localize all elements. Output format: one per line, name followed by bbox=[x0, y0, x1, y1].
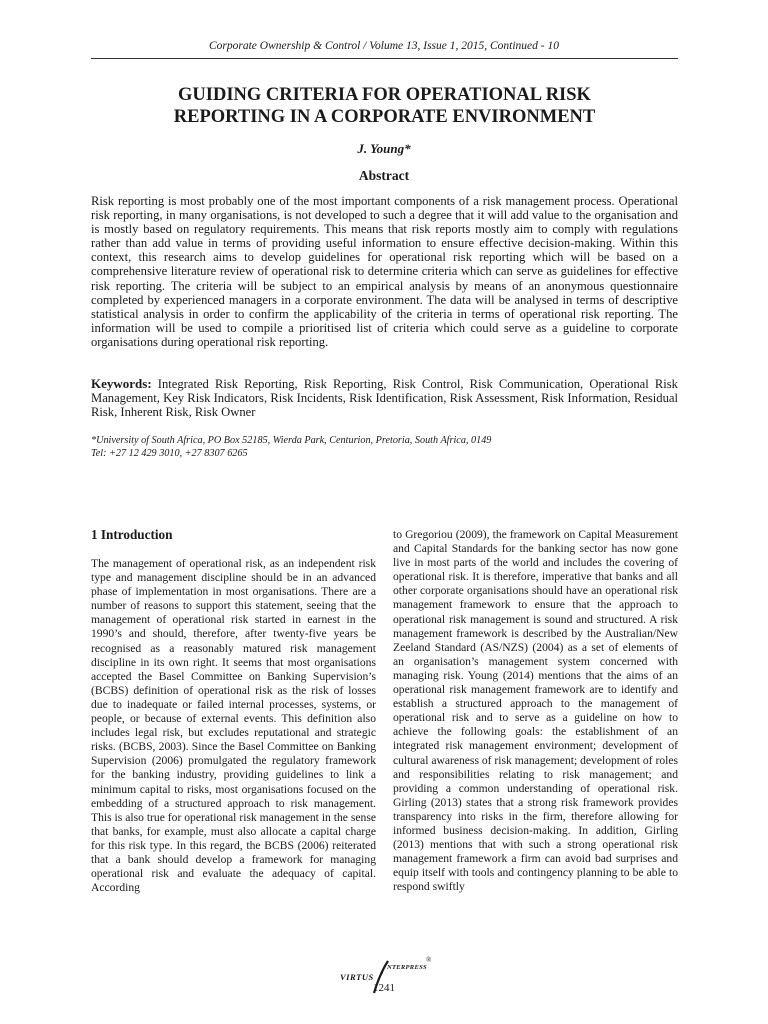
abstract-text: Risk reporting is most probably one of the most important components of a risk management process. Operational risk reporting, in many organisations, is not developed to such a degree that it will add value to the organisation and is mostly based on regulatory requirements. This means that risk reports mostly aim to comply with regulations rather than add value in terms of providing useful information to ensure effective decision-making. Within this context, this research aims to develop guidelines for operational risk reporting which will be based on a comprehensive literature review of operational risk to determine criteria which can serve as guidelines for effective risk reporting. The criteria will be subject to an empirical analysis by means of an anonymous questionnaire completed by experienced managers in a corporate environment. The data will be analysed in terms of descriptive statistical analysis in order to confirm the applicability of the criteria in terms of operational risk reporting. The information will be used to compile a prioritised list of criteria which could serve as a guideline to corporate organisations during operational risk reporting. bbox=[91, 194, 678, 349]
body-column-right bbox=[393, 528, 678, 894]
affiliation-address: *University of South Africa, PO Box 52185, Wierda Park, Centurion, Pretoria, South Africa, 0149 bbox=[91, 435, 492, 446]
running-header: Corporate Ownership & Control / Volume 13, Issue 1, 2015, Continued - 10 bbox=[208, 40, 559, 52]
article-title bbox=[90, 84, 679, 128]
affiliation-phone: Tel: +27 12 429 3010, +27 8307 6265 bbox=[91, 448, 248, 459]
keywords-list: Integrated Risk Reporting, Risk Reporting, Risk Control, Risk Communication, Operational Risk Management, Key Risk Indicators, Risk Incidents, Risk Identification, Risk Assessment, Risk Information, Residual Risk, Inherent Risk, Risk Owner bbox=[91, 377, 678, 420]
publisher-logo bbox=[330, 956, 440, 1000]
author-name: J. Young* bbox=[357, 141, 411, 156]
abstract-heading: Abstract bbox=[358, 168, 410, 183]
body-paragraph-right: to Gregoriou (2009), the framework on Capital Measurement and Capital Standards for the banking sector has now gone live in most parts of the world and includes the covering of operational risk. It is therefore, imperative that banks and all other corporate organisations should have an operational risk management framework to ensure that the approach to operational risk management is sound and structured. A risk management framework is described by the Australian/New Zeeland Standard (AS/NZS) (2004) as a set of elements of an organisation’s management system concerned with managing risk. Young (2014) mentions that the aims of an operational risk management framework are to identify and establish a structured approach to the management of operational risk and to serve as a guideline on how to achieve the following goals: the establishment of an integrated risk management environment; development of cultural awareness of risk management; development of roles and responsibilities relating to risk management; and providing a common understanding of operational risk. Girling (2013) states that a strong risk framework provides transparency into risks in the firm, therefore allowing for informed business decision-making. In addition, Girling (2013) mentions that with such a strong operational risk management framework a firm can avoid bad surprises and equip itself with tools and contingency planning to be able to respond swiftly bbox=[393, 528, 678, 894]
keywords-label: Keywords: bbox=[91, 376, 152, 391]
logo-text-interpress: NTERPRESS bbox=[387, 964, 427, 971]
header-divider bbox=[91, 58, 678, 59]
registered-mark: ® bbox=[426, 956, 432, 964]
keywords bbox=[91, 377, 678, 419]
article-title-line-2: REPORTING IN A CORPORATE ENVIRONMENT bbox=[173, 107, 596, 127]
page-number: 1241 bbox=[373, 982, 395, 994]
section-heading: 1 Introduction bbox=[91, 527, 173, 542]
article-title-line-1: GUIDING CRITERIA FOR OPERATIONAL RISK bbox=[178, 85, 591, 105]
author-affiliation bbox=[91, 434, 678, 460]
body-paragraph-left: The management of operational risk, as an independent risk type and management discipline should be in an advanced phase of implementation in most organisations. There are a number of reasons to support this statement, seeing that the management of operational risk started in earnest in the 1990’s and should, therefore, after twenty-five years be recognised as a reasonably matured risk management discipline in its own right. It seems that most organisations accepted the Basel Committee on Banking Supervision’s (BCBS) definition of operational risk as the risk of losses due to inadequate or failed internal processes, systems, or people, or because of external events. This definition also includes legal risk, but excludes reputational and strategic risks. (BCBS, 2003). Since the Basel Committee on Banking Supervision (2006) promulgated the regulatory framework for the banking industry, providing guidelines to link a minimum capital to risks, most organisations focused on the embedding of a structured approach to risk management. This is also true for operational risk management in the sense that banks, for example, must also allocate a capital charge for this risk type. In this regard, the BCBS (2006) reiterated that a bank should develop a framework for managing operational risk and evaluate the adequacy of capital. According bbox=[91, 557, 376, 895]
logo-text-virtus: VIRTUS bbox=[340, 972, 374, 982]
body-column-left bbox=[91, 527, 376, 895]
